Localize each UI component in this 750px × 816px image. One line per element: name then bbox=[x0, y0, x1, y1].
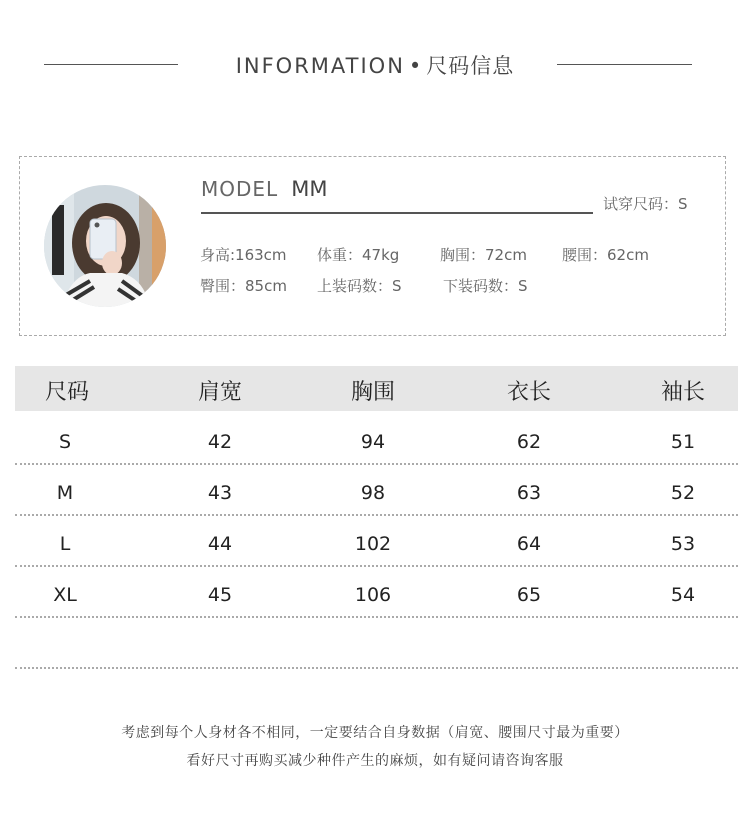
model-top-size: 上装码数：S bbox=[317, 277, 402, 295]
model-name-row bbox=[201, 177, 328, 201]
cell-length: 63 bbox=[516, 482, 542, 504]
title-en: INFORMATION bbox=[235, 54, 405, 78]
cell-chest: 94 bbox=[360, 431, 386, 453]
cell-chest: 106 bbox=[354, 584, 392, 606]
model-chest: 胸围：72cm bbox=[440, 246, 527, 264]
model-hip: 臀围：85cm bbox=[200, 277, 287, 295]
footnote-line-1: 考虑到每个人身材各不相同，一定要结合自身数据（肩宽、腰围尺寸最为重要） bbox=[121, 725, 629, 741]
cell-shoulder: 45 bbox=[207, 584, 233, 606]
cell-length: 64 bbox=[516, 533, 542, 555]
header-chest: 胸围 bbox=[350, 380, 396, 405]
header-size: 尺码 bbox=[44, 380, 90, 405]
cell-sleeve: 54 bbox=[670, 584, 696, 606]
cell-size: S bbox=[58, 431, 72, 453]
cell-sleeve: 52 bbox=[670, 482, 696, 504]
model-weight: 体重：47kg bbox=[317, 246, 400, 264]
cell-size: L bbox=[59, 533, 71, 555]
table-row bbox=[15, 567, 738, 618]
cell-length: 62 bbox=[516, 431, 542, 453]
cell-length: 65 bbox=[516, 584, 542, 606]
cell-size: M bbox=[56, 482, 74, 504]
table-row bbox=[15, 411, 738, 465]
cell-shoulder: 43 bbox=[207, 482, 233, 504]
model-name: MM bbox=[291, 177, 328, 201]
table-row-empty bbox=[15, 618, 738, 669]
trial-size: 试穿尺码：S bbox=[603, 195, 688, 213]
table-row bbox=[15, 516, 738, 567]
footnote-line-2: 看好尺寸再购买减少种件产生的麻烦，如有疑问请咨询客服 bbox=[186, 753, 564, 769]
model-info-card bbox=[19, 156, 726, 336]
table-header bbox=[15, 366, 738, 411]
size-table bbox=[15, 366, 738, 669]
table-row bbox=[15, 465, 738, 516]
model-avatar bbox=[44, 185, 166, 307]
cell-sleeve: 51 bbox=[670, 431, 696, 453]
header-length: 衣长 bbox=[506, 380, 552, 405]
page-title bbox=[0, 50, 750, 80]
model-label: MODEL bbox=[201, 177, 279, 201]
model-waist: 腰围：62cm bbox=[562, 246, 649, 264]
header-sleeve: 袖长 bbox=[660, 380, 706, 405]
model-name-underline bbox=[201, 212, 593, 214]
cell-chest: 102 bbox=[354, 533, 392, 555]
model-height: 身高:163cm bbox=[200, 246, 287, 264]
title-separator: • bbox=[408, 54, 423, 78]
model-bottom-size: 下装码数：S bbox=[443, 277, 528, 295]
cell-size: XL bbox=[53, 584, 77, 606]
cell-shoulder: 42 bbox=[207, 431, 233, 453]
cell-chest: 98 bbox=[360, 482, 386, 504]
header-shoulder: 肩宽 bbox=[197, 380, 243, 405]
cell-sleeve: 53 bbox=[670, 533, 696, 555]
cell-shoulder: 44 bbox=[207, 533, 233, 555]
title-zh: 尺码信息 bbox=[426, 54, 515, 78]
